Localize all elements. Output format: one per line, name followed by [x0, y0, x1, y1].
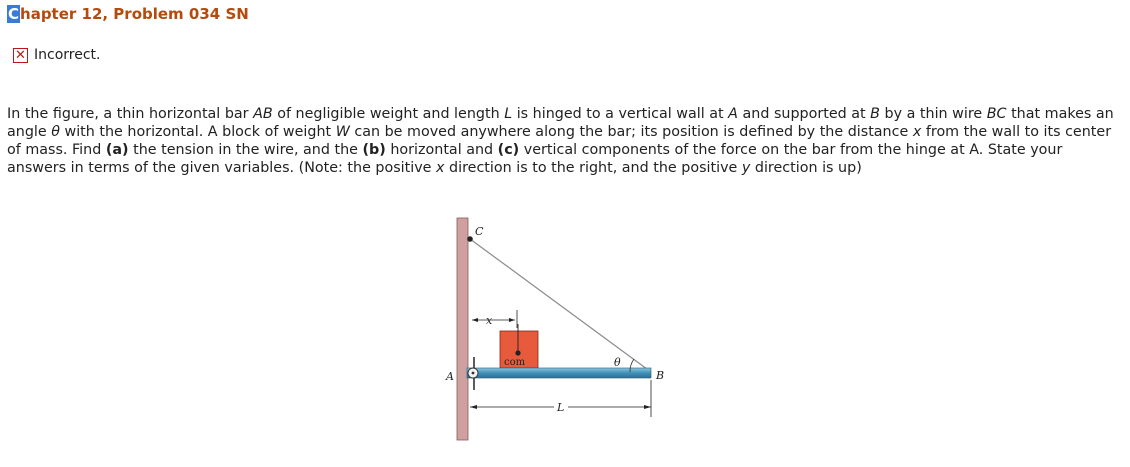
text-run: vertical components of the force on the bar from the hinge at A. State your answers in terms of the given variables. (Note: the positive [7, 142, 1063, 176]
part-label: (b) [362, 142, 386, 158]
figure-svg [430, 212, 690, 444]
page-title [7, 5, 249, 23]
status-text: Incorrect. [34, 47, 101, 63]
label-com: com [504, 357, 526, 368]
part-label: (c) [497, 142, 520, 158]
label-b: B [656, 369, 665, 382]
problem-text [7, 105, 1119, 177]
answer-status [13, 47, 100, 63]
text-run: horizontal and [385, 142, 498, 158]
label-a: A [446, 370, 454, 383]
text-run: of negligible weight and length [272, 106, 505, 122]
variable: B [870, 106, 880, 122]
l-arrow-right [644, 405, 651, 409]
variable: A [728, 106, 738, 122]
com-dot [515, 350, 520, 355]
l-arrow-left [470, 405, 477, 409]
text-run: is hinged to a vertical wall at [512, 106, 729, 122]
variable: x [436, 160, 445, 176]
label-l: L [557, 401, 565, 414]
variable: L [504, 106, 513, 122]
text-run: and supported at [737, 106, 871, 122]
problem-statement [7, 105, 1119, 177]
x-arrow-right [509, 318, 515, 322]
label-c: C [475, 225, 484, 238]
x-arrow-left [472, 318, 478, 322]
variable: x [912, 124, 922, 140]
text-run: direction is to the right, and the positive [444, 160, 742, 176]
title-first-letter: C [8, 5, 20, 23]
label-theta: θ [614, 356, 621, 369]
variable: BC [986, 106, 1007, 122]
hinge-center [472, 372, 475, 375]
title-rest: hapter 12, Problem 034 SN [20, 5, 249, 23]
variable: AB [253, 106, 273, 122]
variable: y [741, 160, 751, 176]
variable: W [335, 124, 350, 140]
problem-figure [430, 212, 690, 444]
point-c [467, 236, 473, 242]
text-run: can be moved anywhere along the bar; its position is defined by the distance [349, 124, 913, 140]
text-run: that makes an angle [7, 106, 1114, 140]
wire-bc [470, 239, 651, 372]
text-run: by a thin wire [879, 106, 987, 122]
bar-ab [467, 368, 651, 378]
part-label: (a) [105, 142, 129, 158]
text-run: the tension in the wire, and the [128, 142, 363, 158]
text-run: direction is up) [750, 160, 862, 176]
x-mark-icon: ✕ [13, 48, 28, 63]
text-run: In the figure, a thin horizontal bar [7, 106, 254, 122]
text-run: with the horizontal. A block of weight [59, 124, 336, 140]
label-x: x [486, 314, 493, 327]
variable: θ [51, 124, 60, 140]
text-run: from the wall to its center of mass. Find [7, 124, 1112, 158]
wall [457, 218, 468, 440]
